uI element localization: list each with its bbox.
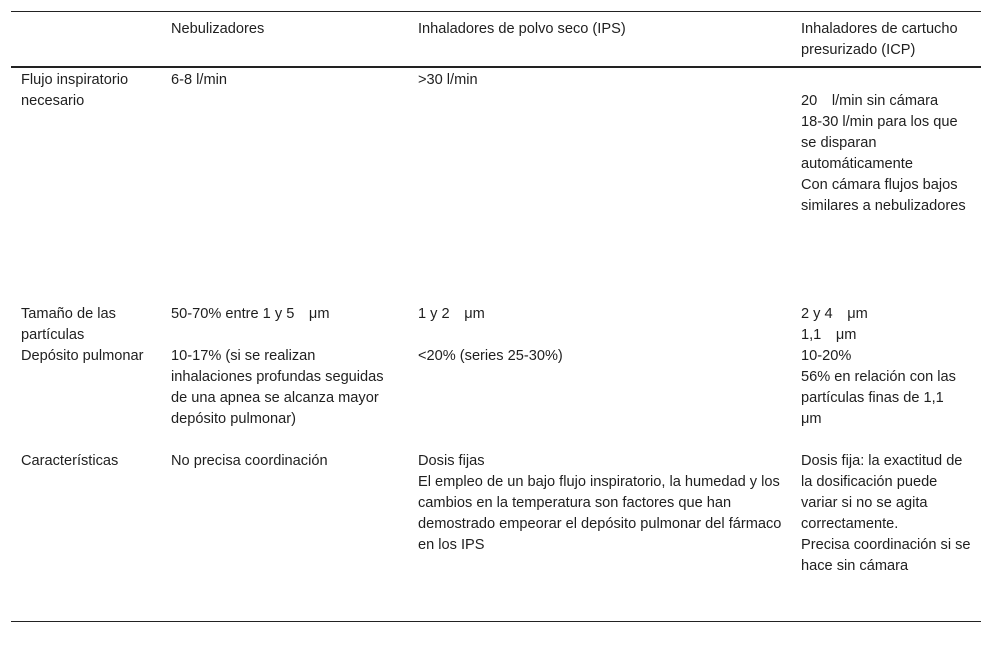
header-nebulizadores: Nebulizadores [171,21,265,37]
cell-nebulizadores: No precisa coordinación [171,453,328,469]
header-row [11,12,981,68]
cell-ips: 1 y 2 μm [418,306,485,322]
row-label: Características [21,453,119,469]
cell-spacer [801,70,973,91]
header-empty [11,12,161,68]
table-row [11,451,981,622]
row-label: Depósito pulmonar [21,348,144,364]
header-icp: Inhaladores de cartucho presurizado (ICP) [801,21,958,58]
row-label: Flujo inspiratorio necesario [21,72,129,109]
cell-icp: Dosis fija: la exactitud de la dosificación puede variar si no se agita correctamente. Precisa coordinación si se hace sin cámara [801,453,971,574]
table-row [11,304,981,346]
cell-nebulizadores: 10-17% (si se realizan inhalaciones profundas seguidas de una apnea se alcanza mayor depósito pulmonar) [171,348,384,427]
cell-icp: 2 y 4 μm 1,1 μm [801,306,868,343]
row-label: Tamaño de las partículas [21,306,116,343]
cell-icp: 10-20% 56% en relación con las partículas finas de 1,1 μm [801,348,956,427]
header-ips: Inhaladores de polvo seco (IPS) [418,21,626,37]
cell-icp: 20 l/min sin cámara 18-30 l/min para los que se disparan automáticamente Con cámara flujos bajos similares a nebulizadores [801,93,966,214]
table-body [11,67,981,622]
table-header [11,12,981,68]
cell-ips: Dosis fijas El empleo de un bajo flujo inspiratorio, la humedad y los cambios en la temperatura son factores que han demostrado empeorar el depósito pulmonar del fármaco en los IPS [418,453,782,553]
table-row [11,346,981,451]
inhaler-comparison-table [11,11,981,622]
cell-nebulizadores: 50-70% entre 1 y 5 μm [171,306,330,322]
cell-nebulizadores: 6-8 l/min [171,72,227,88]
table-row [11,67,981,304]
cell-icp-wrapper [791,67,981,304]
cell-ips: <20% (series 25-30%) [418,348,563,364]
cell-ips: >30 l/min [418,72,478,88]
